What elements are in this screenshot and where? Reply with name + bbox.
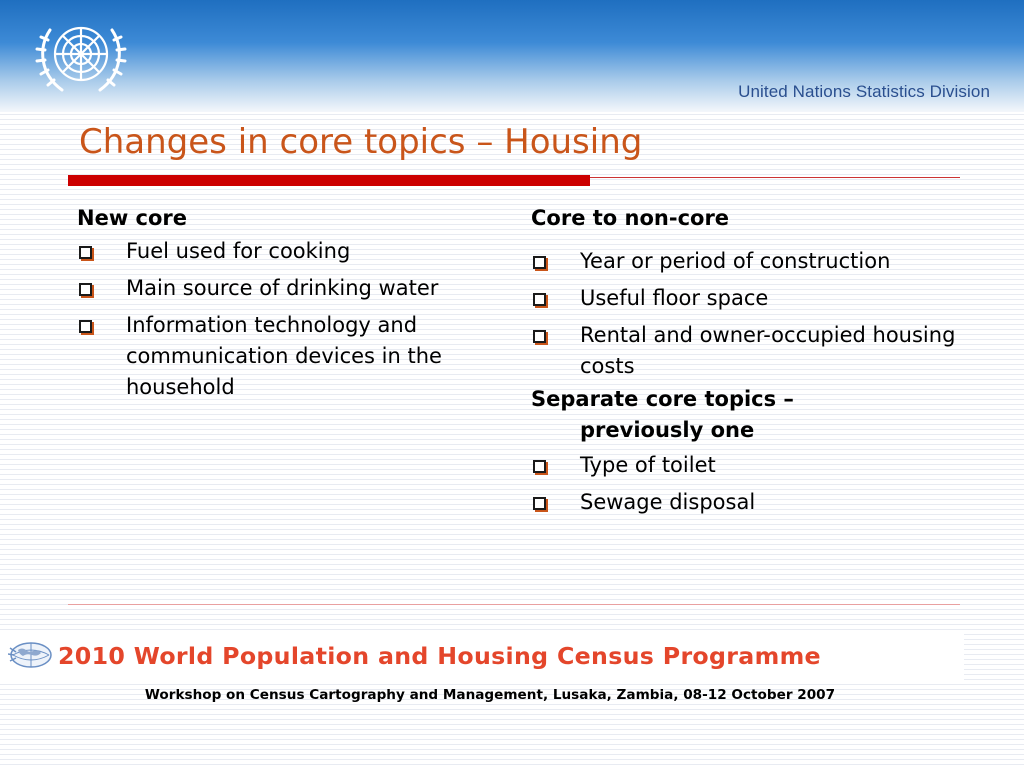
un-emblem-icon [28, 10, 134, 102]
census-programme-banner [0, 634, 964, 680]
separate-core-topics-line1: Separate core topics – [531, 387, 794, 411]
list-item [531, 283, 961, 314]
new-core-list [77, 236, 497, 403]
list-item-text: Main source of drinking water [126, 276, 439, 300]
list-item-text: Sewage disposal [580, 490, 756, 514]
list-item [77, 273, 497, 304]
checkbox-bullet-icon [79, 246, 92, 259]
checkbox-bullet-icon [533, 330, 546, 343]
globe-icon [8, 640, 54, 670]
list-item-text: Information technology and communication devices in the household [126, 313, 442, 399]
title-thin-rule [590, 177, 960, 178]
checkbox-bullet-icon [533, 460, 546, 473]
slide-title: Changes in core topics – Housing [79, 122, 643, 162]
list-item [77, 310, 497, 403]
core-to-non-core-heading: Core to non-core [531, 206, 730, 230]
list-item-text: Useful floor space [580, 286, 769, 310]
new-core-heading: New core [77, 206, 188, 230]
list-item-text: Rental and owner-occupied housing costs [580, 323, 956, 378]
workshop-caption: Workshop on Census Cartography and Management, Lusaka, Zambia, 08-12 October 2007 [144, 687, 836, 703]
separate-core-topics-heading [531, 384, 961, 446]
list-item [531, 450, 961, 481]
list-item-text: Fuel used for cooking [126, 239, 351, 263]
title-accent-rule [68, 175, 590, 186]
list-item-text: Year or period of construction [580, 249, 891, 273]
checkbox-bullet-icon [79, 320, 92, 333]
checkbox-bullet-icon [533, 497, 546, 510]
list-item [531, 487, 961, 518]
census-programme-title: 2010 World Population and Housing Census Programme [58, 644, 821, 670]
right-column [531, 204, 961, 524]
separate-core-topics-list [531, 450, 961, 518]
checkbox-bullet-icon [533, 256, 546, 269]
slide-header [0, 0, 1024, 112]
list-item [531, 246, 961, 277]
left-column [77, 204, 497, 409]
list-item [531, 320, 961, 382]
list-item [77, 236, 497, 267]
separate-core-topics-line2: previously one [580, 418, 755, 442]
footer-divider [68, 604, 960, 605]
checkbox-bullet-icon [79, 283, 92, 296]
core-to-non-core-list [531, 246, 961, 382]
checkbox-bullet-icon [533, 293, 546, 306]
org-name: United Nations Statistics Division [738, 82, 990, 101]
list-item-text: Type of toilet [580, 453, 716, 477]
